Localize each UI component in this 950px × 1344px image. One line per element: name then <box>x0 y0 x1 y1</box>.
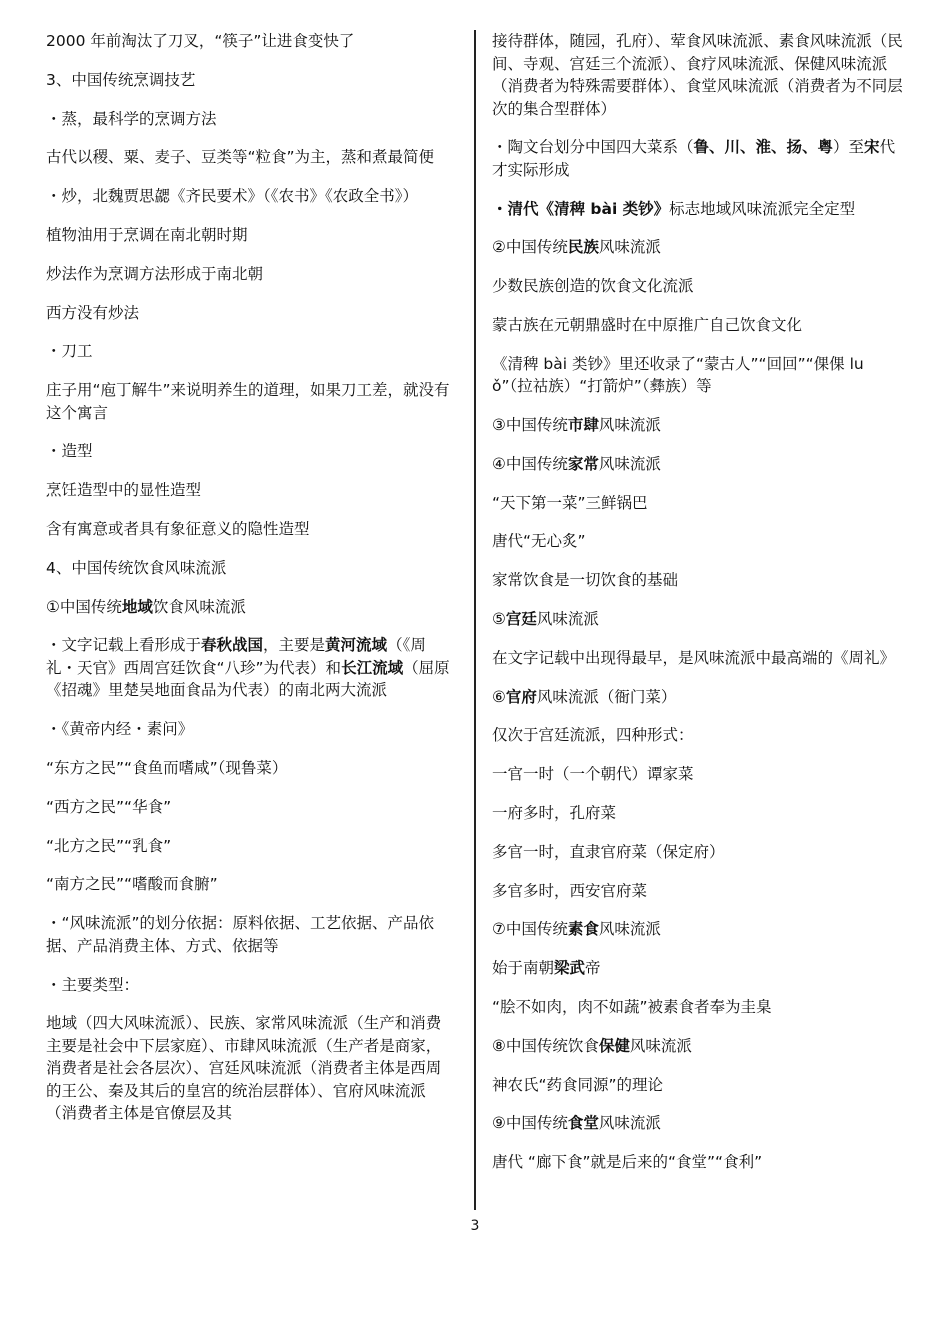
text-run: 神农氏“药食同源”的理论 <box>492 1075 664 1094</box>
text-run: ⑥ <box>492 687 506 706</box>
page-number: 3 <box>470 1218 480 1234</box>
paragraph <box>46 69 456 92</box>
paragraph <box>46 379 456 424</box>
paragraph <box>46 340 456 363</box>
text-run: （《周礼・天官》西周宫廷饮食“八珍”为代表）和 <box>46 636 426 677</box>
text-run: “北方之民”“乳食” <box>46 836 172 855</box>
text-run: 在文字记载中出现得最早，是风味流派中最高端的《周礼》 <box>492 648 896 667</box>
text-run: ・《黄帝内经・素问》 <box>46 720 194 739</box>
paragraph <box>492 530 904 553</box>
paragraph <box>46 146 456 169</box>
text-run: 饮食风味流派 <box>152 597 246 616</box>
text-run: 帝 <box>585 959 601 978</box>
paragraph <box>46 302 456 325</box>
bold-text: 春秋战国 <box>201 636 264 655</box>
text-run: 始于南朝 <box>492 959 555 978</box>
paragraph <box>46 185 456 208</box>
text-run: ・主要类型： <box>46 975 140 994</box>
text-run: 多官一时，直隶官府菜（保定府） <box>492 842 725 861</box>
text-run: ・文字记载上看形成于 <box>46 636 202 655</box>
paragraph <box>492 647 904 670</box>
text-run: ・造型 <box>46 442 93 461</box>
paragraph <box>492 724 904 747</box>
paragraph <box>46 796 456 819</box>
text-run: “脍不如肉，肉不如蔬”被素食者奉为圭臬 <box>492 998 772 1017</box>
paragraph <box>492 1112 904 1135</box>
text-run: 炒法作为烹调方法形成于南北朝 <box>46 264 264 283</box>
text-run: ④中国传统 <box>492 454 568 473</box>
text-run: ）至 <box>833 138 865 157</box>
paragraph <box>492 236 904 259</box>
bold-text: 梁武 <box>554 959 586 978</box>
bold-text: 鲁、川、淮、扬、粤 <box>693 138 834 157</box>
text-run: 风味流派 <box>598 416 661 435</box>
text-run: 标志地域风味流派完全定型 <box>669 199 856 218</box>
bold-text: 宫廷 <box>505 610 537 629</box>
paragraph <box>46 596 456 619</box>
paragraph <box>492 136 904 181</box>
paragraph <box>492 763 904 786</box>
paragraph <box>46 557 456 580</box>
text-run: ③中国传统 <box>492 416 568 435</box>
text-run: 西方没有炒法 <box>46 303 140 322</box>
text-run: 古代以稷、粟、麦子、豆类等“粒食”为主，蒸和煮最简便 <box>46 148 435 167</box>
bold-text: 素食 <box>567 920 599 939</box>
text-run: 唐代 “廊下食”就是后来的“食堂”“食利” <box>492 1153 763 1172</box>
bold-text: 民族 <box>567 238 599 257</box>
text-run: 风味流派（衙门菜） <box>536 687 677 706</box>
text-run: 风味流派 <box>598 1114 661 1133</box>
paragraph <box>492 608 904 631</box>
paragraph <box>46 479 456 502</box>
text-run: 接待群体，随园，孔府）、荤食风味流派、素食风味流派（民间、寺观、宫廷三个流派）、食疗风味流派、保健风味流派（消费者为特殊需要群体）、食堂风味流派（消费者为不同层次的集合型群体） <box>492 32 903 118</box>
paragraph <box>492 1151 904 1174</box>
paragraph <box>46 718 456 741</box>
text-run: 蒙古族在元朝鼎盛时在中原推广自己饮食文化 <box>492 315 803 334</box>
text-run: 《清稗 bài 类钞》里还收录了“蒙古人”“回回”“倮倮 luǒ”（拉祜族）“打箭炉”（彝族）等 <box>492 354 864 396</box>
paragraph <box>46 912 456 957</box>
text-run: 2000 年前淘汰了刀叉，“筷子”让进食变快了 <box>46 32 355 50</box>
bold-text: 市肆 <box>567 416 599 435</box>
paragraph <box>492 453 904 476</box>
text-run: 家常饮食是一切饮食的基础 <box>492 571 679 590</box>
paragraph <box>492 569 904 592</box>
bold-text: 官府 <box>505 687 537 706</box>
paragraph <box>492 996 904 1019</box>
text-run: 风味流派 <box>536 610 599 629</box>
text-run: 地域（四大风味流派）、民族、家常风味流派（生产和消费主要是社会中下层家庭）、市肆风味流派（生产者是商家，消费者是社会各层次）、宫廷风味流派（消费者主体是西周的王公、秦及其后的皇宫的统治层群体）、官府风味流派（消费者主体是官僚层及其 <box>46 1014 442 1123</box>
paragraph <box>46 873 456 896</box>
bold-text: 家常 <box>567 454 599 473</box>
text-run: 含有寓意或者具有象征意义的隐性造型 <box>46 520 310 539</box>
paragraph <box>46 224 456 247</box>
paragraph <box>492 1035 904 1058</box>
text-run: ①中国传统 <box>46 597 122 616</box>
left-column <box>46 30 456 1141</box>
bold-text: 黄河流域 <box>325 636 388 655</box>
bold-text: 宋 <box>864 138 880 157</box>
paragraph <box>492 802 904 825</box>
text-run: （屈原《招魂》里楚吴地面食品为代表）的南北两大流派 <box>46 658 450 700</box>
bold-text: 食堂 <box>567 1114 599 1133</box>
paragraph <box>46 518 456 541</box>
paragraph <box>492 275 904 298</box>
text-run: 风味流派 <box>598 238 661 257</box>
paragraph <box>492 686 904 709</box>
bold-text: 长江流域 <box>341 658 404 677</box>
paragraph <box>492 353 904 398</box>
text-run: 一府多时，孔府菜 <box>492 804 617 823</box>
paragraph <box>492 918 904 941</box>
text-run: ，主要是 <box>263 636 326 655</box>
paragraph <box>46 440 456 463</box>
text-run: “东方之民”“食鱼而嗜咸”（现鲁菜） <box>46 759 288 778</box>
text-run: 庄子用“庖丁解牛”来说明养生的道理，如果刀工差，就没有这个寓言 <box>46 381 450 422</box>
text-run: “天下第一菜”三鲜锅巴 <box>492 493 648 512</box>
bold-text: 保健 <box>598 1036 630 1055</box>
text-run: 3、中国传统烹调技艺 <box>46 70 196 89</box>
paragraph <box>46 835 456 858</box>
text-run: ⑦中国传统 <box>492 920 568 939</box>
text-run: ・炒，北魏贾思勰《齐民要术》（《农书》《农政全书》） <box>46 187 419 206</box>
text-run: ・陶文台划分中国四大菜系（ <box>492 138 694 157</box>
paragraph <box>492 1074 904 1097</box>
bold-text: ・清代《清稗 bài 类钞》 <box>492 199 670 218</box>
text-run: 植物油用于烹调在南北朝时期 <box>46 225 248 244</box>
text-run: 少数民族创造的饮食文化流派 <box>492 277 694 296</box>
paragraph <box>492 492 904 515</box>
paragraph <box>46 974 456 997</box>
paragraph <box>46 263 456 286</box>
paragraph <box>492 198 904 221</box>
text-run: ②中国传统 <box>492 238 568 257</box>
text-run: ⑤ <box>492 610 506 629</box>
text-run: ⑧中国传统饮食 <box>492 1036 599 1055</box>
text-run: 风味流派 <box>598 920 661 939</box>
paragraph <box>492 880 904 903</box>
paragraph <box>46 30 456 53</box>
paragraph <box>492 314 904 337</box>
text-run: 仅次于宫廷流派，四种形式： <box>492 726 694 745</box>
paragraph <box>46 108 456 131</box>
bold-text: 地域 <box>121 597 153 616</box>
text-run: ・蒸，最科学的烹调方法 <box>46 109 217 128</box>
text-run: 4、中国传统饮食风味流派 <box>46 558 227 577</box>
paragraph <box>492 414 904 437</box>
paragraph <box>492 841 904 864</box>
text-run: 风味流派 <box>598 454 661 473</box>
text-run: 风味流派 <box>629 1036 692 1055</box>
text-run: 唐代“无心炙” <box>492 532 586 551</box>
paragraph <box>492 30 904 120</box>
text-run: 多官多时，西安官府菜 <box>492 881 648 900</box>
column-divider <box>474 30 476 1210</box>
text-run: ・刀工 <box>46 342 93 361</box>
paragraph <box>46 634 456 702</box>
paragraph <box>46 1012 456 1125</box>
text-run: ⑨中国传统 <box>492 1114 568 1133</box>
text-run: “西方之民”“华食” <box>46 797 172 816</box>
text-run: ・“风味流派”的划分依据：原料依据、工艺依据、产品依据、产品消费主体、方式、依据等 <box>46 914 435 955</box>
paragraph <box>46 757 456 780</box>
right-column <box>492 30 904 1190</box>
text-run: 代才实际形成 <box>492 138 896 179</box>
paragraph <box>492 957 904 980</box>
text-run: 烹饪造型中的显性造型 <box>46 481 202 500</box>
text-run: 一官一时（一个朝代）谭家菜 <box>492 765 694 784</box>
text-run: “南方之民”“嗜酸而食腑” <box>46 875 218 894</box>
